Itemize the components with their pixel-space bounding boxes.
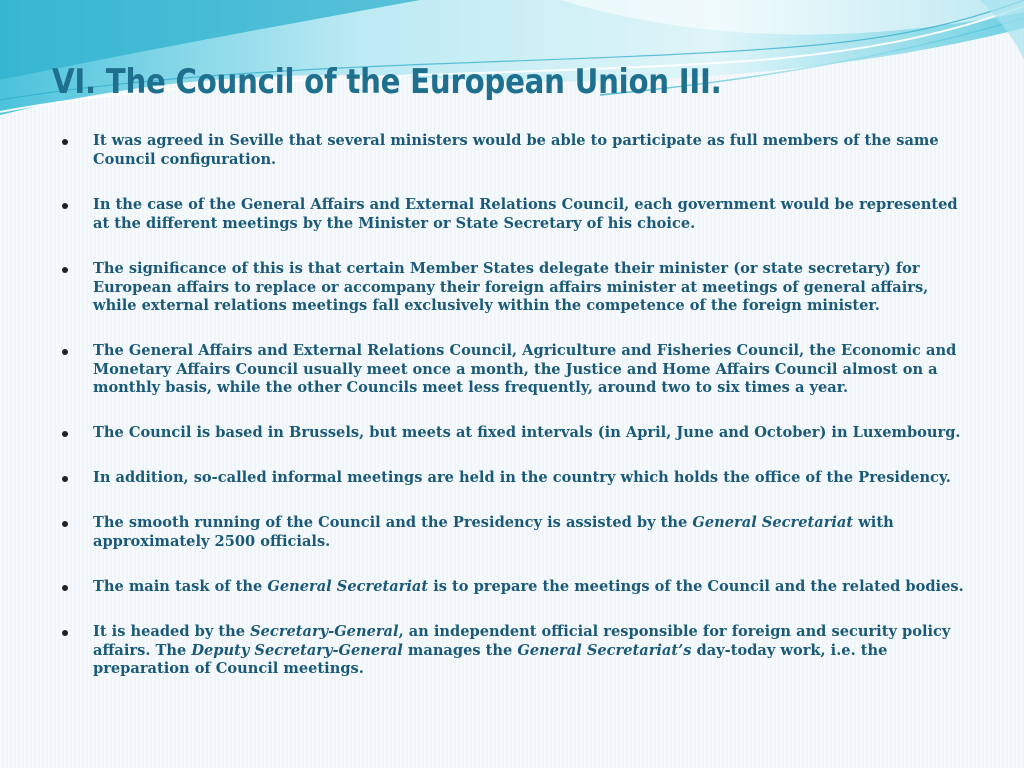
bullet-dot-icon (62, 267, 68, 273)
bullet-dot-icon (62, 521, 68, 527)
bullet-dot-icon (62, 476, 68, 482)
bullet-dot-icon (62, 139, 68, 145)
bullet-dot-icon (62, 203, 68, 209)
italic-term: Deputy Secretary-General (191, 641, 403, 659)
bullet-text: It was agreed in Seville that several ministers would be able to participate as full members of the same Council configuration. (93, 132, 939, 168)
bullet-dot-icon (62, 630, 68, 636)
slide-title: VI. The Council of the European Union III. (52, 62, 722, 102)
bullet-item (62, 578, 967, 623)
bullet-item (62, 132, 967, 196)
italic-term: General Secretariat (267, 578, 429, 595)
bullet-item (62, 623, 967, 687)
bullet-item (62, 469, 967, 514)
italic-term: General Secretariat (692, 514, 854, 531)
italic-term: General Secretariat’s (517, 641, 692, 659)
bullet-text: The main task of the General Secretariat is to prepare the meetings of the Council and the related bodies. (93, 578, 964, 595)
bullet-dot-icon (62, 431, 68, 437)
bullet-item (62, 342, 967, 424)
bullet-item (62, 196, 967, 260)
bullet-text: In addition, so-called informal meetings are held in the country which holds the office of the Presidency. (93, 469, 951, 486)
bullet-item (62, 514, 967, 578)
bullet-list (62, 132, 967, 687)
bullet-text: The General Affairs and External Relations Council, Agriculture and Fisheries Council, the Economic and Monetary Affairs Council usually meet once a month, the Justice and Home Affairs Council almost on a monthly basis, while the other Councils meet less frequently, around two to six times a year. (93, 342, 957, 396)
bullet-item (62, 260, 967, 342)
bullet-text: The smooth running of the Council and the Presidency is assisted by the General Secretariat with approximately 2500 officials. (93, 514, 894, 550)
bullet-text: The significance of this is that certain Member States delegate their minister (or state secretary) for European affairs to replace or accompany their foreign affairs minister at meetings of general affairs, while external relations meetings fall exclusively within the competence of the foreign minister. (93, 260, 929, 314)
bullet-item (62, 424, 967, 469)
bullet-text: In the case of the General Affairs and External Relations Council, each government would be represented at the different meetings by the Minister or State Secretary of his choice. (93, 196, 958, 232)
bullet-dot-icon (62, 349, 68, 355)
bullet-text: The Council is based in Brussels, but meets at fixed intervals (in April, June and October) in Luxembourg. (93, 424, 961, 441)
italic-term: Secretary-General (250, 623, 399, 640)
bullet-dot-icon (62, 585, 68, 591)
bullet-text: It is headed by the Secretary-General, an independent official responsible for foreign and security policy affairs. The Deputy Secretary-General manages the General Secretariat’s day-today work, i.e. the preparation of Council meetings. (93, 623, 951, 677)
